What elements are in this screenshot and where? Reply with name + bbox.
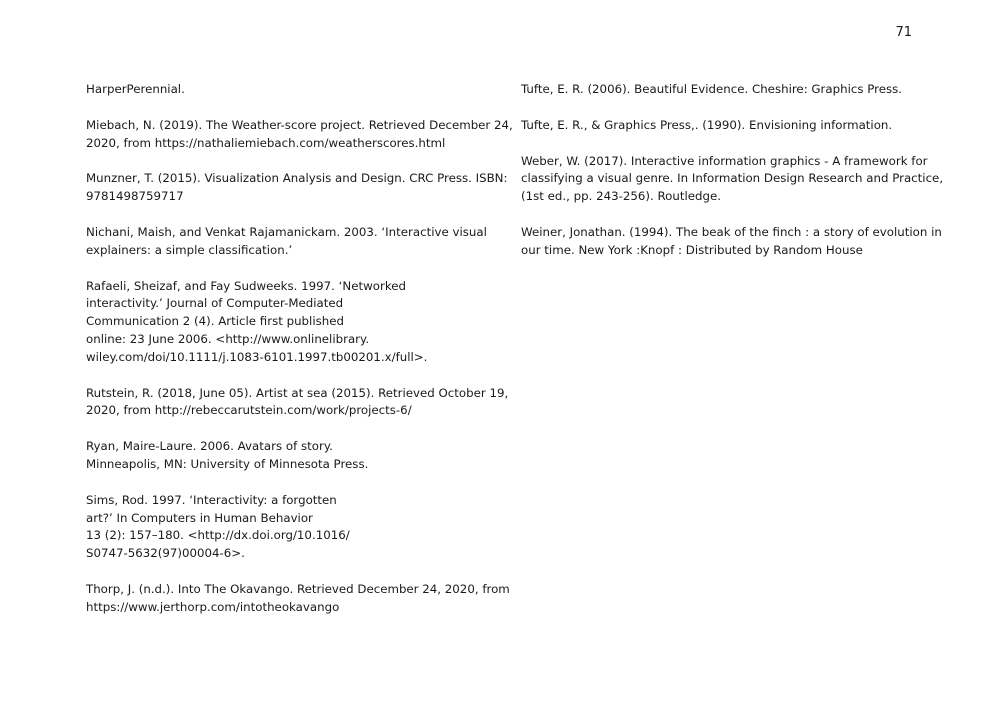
reference-line: 9781498759717 bbox=[86, 189, 184, 204]
reference-entry bbox=[86, 438, 486, 474]
reference-line: Tufte, E. R., & Graphics Press,. (1990). Envisioning information. bbox=[521, 117, 893, 132]
reference-entry bbox=[86, 385, 509, 421]
reference-line: Weber, W. (2017). Interactive information graphics - A framework for bbox=[521, 153, 928, 168]
page-number: 71 bbox=[895, 25, 912, 40]
reference-line: explainers: a simple classification.’ bbox=[86, 242, 293, 257]
reference-line: Tufte, E. R. (2006). Beautiful Evidence. Cheshire: Graphics Press. bbox=[521, 82, 903, 96]
reference-entry bbox=[86, 581, 510, 617]
reference-entry bbox=[86, 81, 486, 99]
reference-line: Weiner, Jonathan. (1994). The beak of the finch : a story of evolution in bbox=[521, 224, 942, 239]
reference-line: https://www.jerthorp.com/intotheokavango bbox=[86, 599, 340, 614]
reference-line: wiley.com/doi/10.1111/j.1083-6101.1997.tb00201.x/full>. bbox=[86, 349, 428, 364]
reference-line: Munzner, T. (2015). Visualization Analysis and Design. CRC Press. ISBN: bbox=[86, 171, 508, 186]
reference-line: Rutstein, R. (2018, June 05). Artist at sea (2015). Retrieved October 19, bbox=[86, 385, 509, 400]
reference-line: Rafaeli, Sheizaf, and Fay Sudweeks. 1997. ‘Networked bbox=[86, 278, 406, 293]
reference-line: HarperPerennial. bbox=[86, 82, 185, 96]
references-right-column bbox=[521, 81, 944, 278]
reference-line: our time. New York :Knopf : Distributed by Random House bbox=[521, 242, 863, 257]
reference-line: classifying a visual genre. In Information Design Research and Practice, bbox=[521, 171, 944, 186]
reference-entry bbox=[521, 81, 913, 99]
reference-line: Sims, Rod. 1997. ‘Interactivity: a forgotten bbox=[86, 492, 337, 507]
reference-entry bbox=[86, 278, 486, 367]
reference-line: (1st ed., pp. 243-256). Routledge. bbox=[521, 189, 721, 204]
reference-line: 2020, from http://rebeccarutstein.com/work/projects-6/ bbox=[86, 403, 412, 418]
reference-line: art?’ In Computers in Human Behavior bbox=[86, 510, 313, 525]
reference-line: Thorp, J. (n.d.). Into The Okavango. Retrieved December 24, 2020, from bbox=[86, 581, 510, 596]
reference-line: Minneapolis, MN: University of Minnesota Press. bbox=[86, 456, 369, 471]
reference-entry bbox=[86, 492, 486, 563]
reference-line: Nichani, Maish, and Venkat Rajamanickam. 2003. ‘Interactive visual bbox=[86, 224, 487, 239]
reference-entry bbox=[521, 117, 913, 135]
reference-line: interactivity.’ Journal of Computer-Mediated bbox=[86, 296, 344, 311]
reference-entry bbox=[521, 153, 944, 206]
reference-line: online: 23 June 2006. <http://www.onlinelibrary. bbox=[86, 331, 370, 346]
reference-line: S0747-5632(97)00004-6>. bbox=[86, 546, 245, 561]
reference-line: 2020, from https://nathaliemiebach.com/weatherscores.html bbox=[86, 135, 446, 150]
references-left-column bbox=[86, 81, 513, 635]
reference-entry bbox=[86, 117, 513, 153]
reference-entry bbox=[86, 224, 486, 260]
reference-line: Miebach, N. (2019). The Weather-score project. Retrieved December 24, bbox=[86, 117, 513, 132]
reference-line: Communication 2 (4). Article first published bbox=[86, 314, 344, 329]
reference-line: 13 (2): 157–180. <http://dx.doi.org/10.1016/ bbox=[86, 528, 350, 543]
reference-entry bbox=[86, 170, 508, 206]
reference-entry bbox=[521, 224, 942, 260]
reference-line: Ryan, Maire-Laure. 2006. Avatars of story. bbox=[86, 439, 333, 454]
